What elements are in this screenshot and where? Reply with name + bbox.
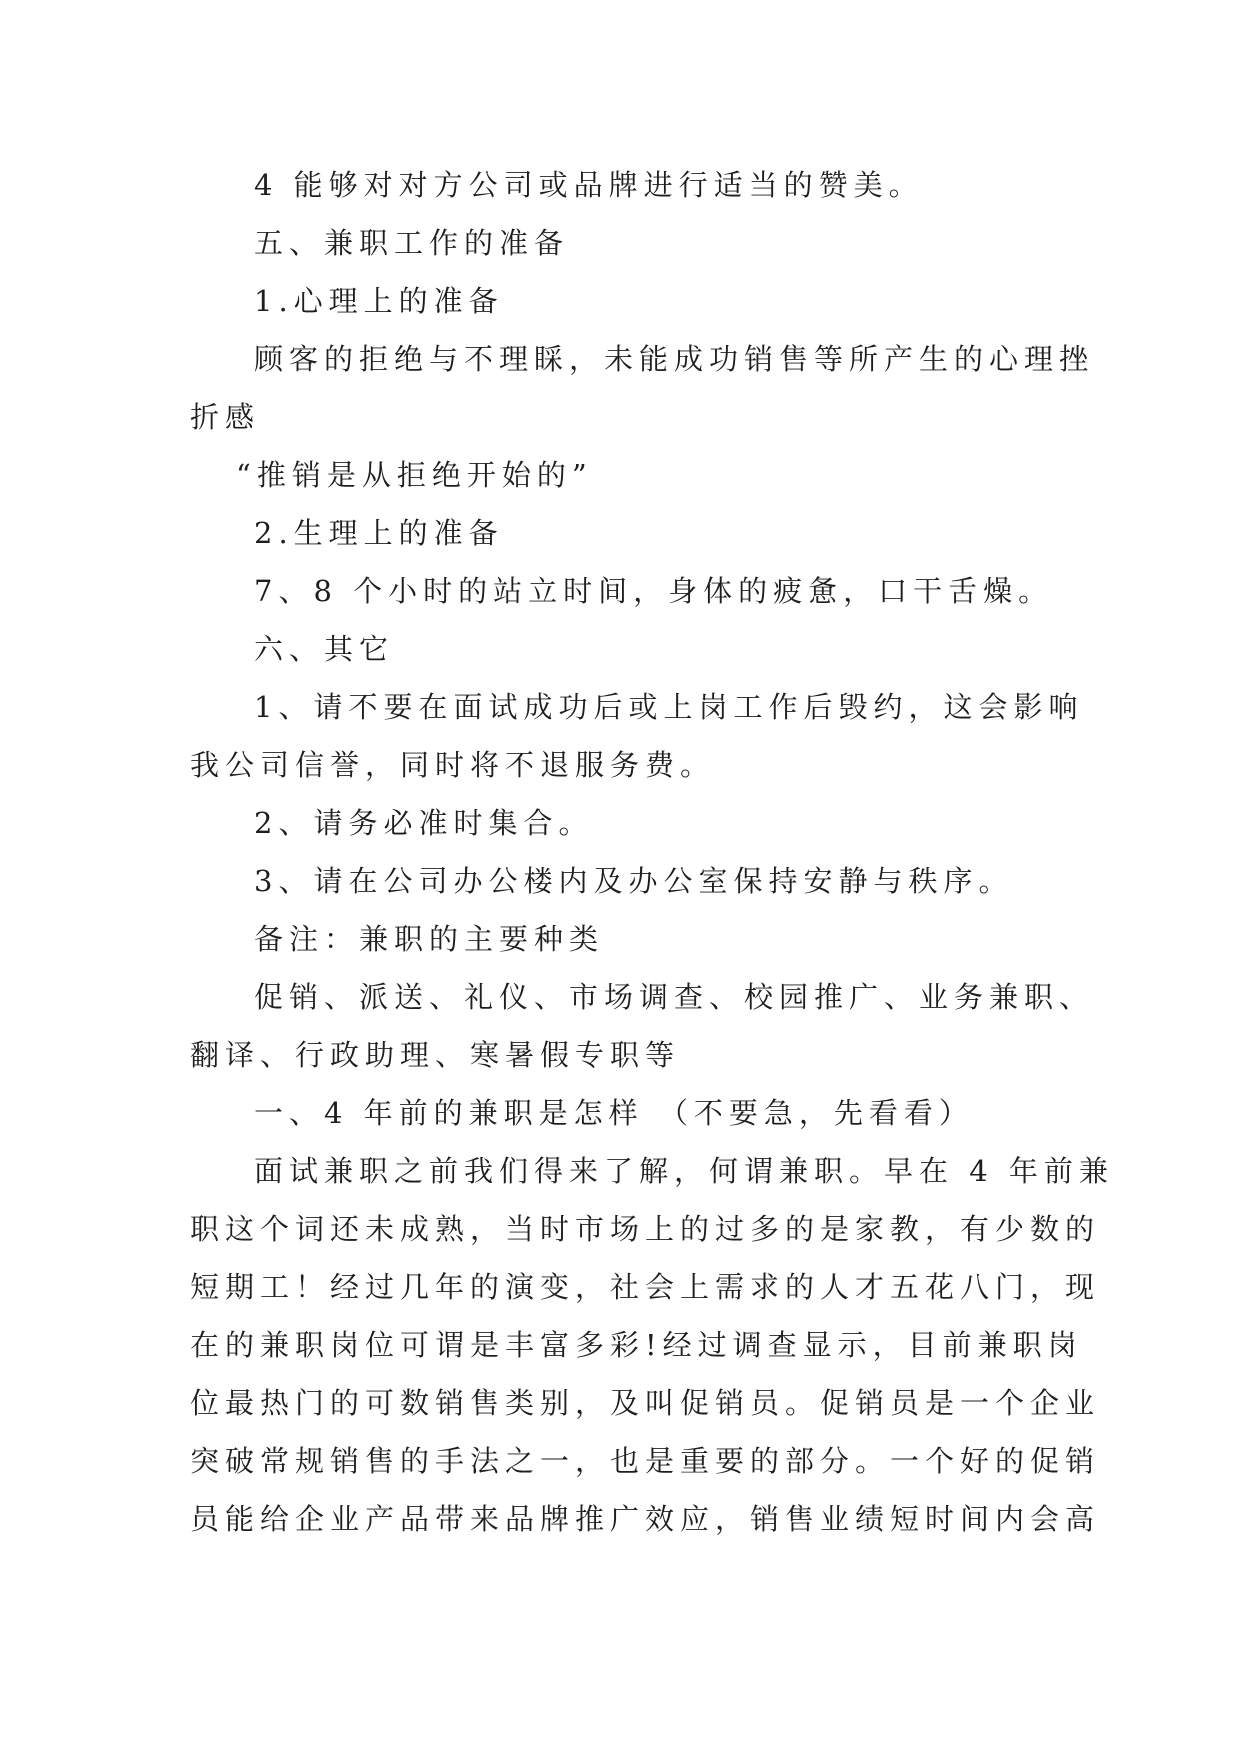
paragraph-line: 3、请在公司办公楼内及办公室保持安静与秩序。 (254, 864, 1014, 898)
section-heading: 五、兼职工作的准备 (254, 226, 570, 260)
paragraph-line: 促销、派送、礼仪、市场调查、校园推广、业务兼职、 (254, 980, 1095, 1014)
paragraph-line: 我公司信誉，同时将不退服务费。 (190, 748, 716, 782)
paragraph-line: 短期工！经过几年的演变，社会上需求的人才五花八门，现 (190, 1270, 1101, 1304)
paragraph-line: 翻译、行政助理、寒暑假专职等 (190, 1038, 681, 1072)
paragraph-line: 7、8 个小时的站立时间，身体的疲惫，口干舌燥。 (254, 574, 1054, 608)
paragraph-line: 位最热门的可数销售类别，及叫促销员。促销员是一个企业 (190, 1386, 1101, 1420)
subsection-heading: 2.生理上的准备 (254, 516, 504, 550)
section-heading: 六、其它 (254, 632, 395, 666)
paragraph-line: 面试兼职之前我们得来了解，何谓兼职。早在 4 年前兼 (254, 1154, 1114, 1188)
note-heading: 备注：兼职的主要种类 (254, 922, 605, 956)
paragraph-line: 顾客的拒绝与不理睬，未能成功销售等所产生的心理挫 (254, 342, 1095, 376)
subsection-heading: 1.心理上的准备 (254, 284, 504, 318)
paragraph-line: 2、请务必准时集合。 (254, 806, 594, 840)
paragraph-line: 折感 (190, 400, 261, 434)
quote-line: “推销是从拒绝开始的” (236, 458, 593, 492)
paragraph-line: 在的兼职岗位可谓是丰富多彩!经过调查显示，目前兼职岗 (190, 1328, 1083, 1362)
paragraph-line: 职这个词还未成熟，当时市场上的过多的是家教，有少数的 (190, 1212, 1101, 1246)
paragraph-line: 员能给企业产品带来品牌推广效应，销售业绩短时间内会高 (190, 1502, 1101, 1536)
paragraph-line: 1、请不要在面试成功后或上岗工作后毁约，这会影响 (254, 690, 1084, 724)
text-line: 4 能够对对方公司或品牌进行适当的赞美。 (254, 168, 924, 202)
paragraph-line: 突破常规销售的手法之一，也是重要的部分。一个好的促销 (190, 1444, 1101, 1478)
section-heading: 一、4 年前的兼职是怎样 （不要急，先看看） (254, 1096, 974, 1130)
